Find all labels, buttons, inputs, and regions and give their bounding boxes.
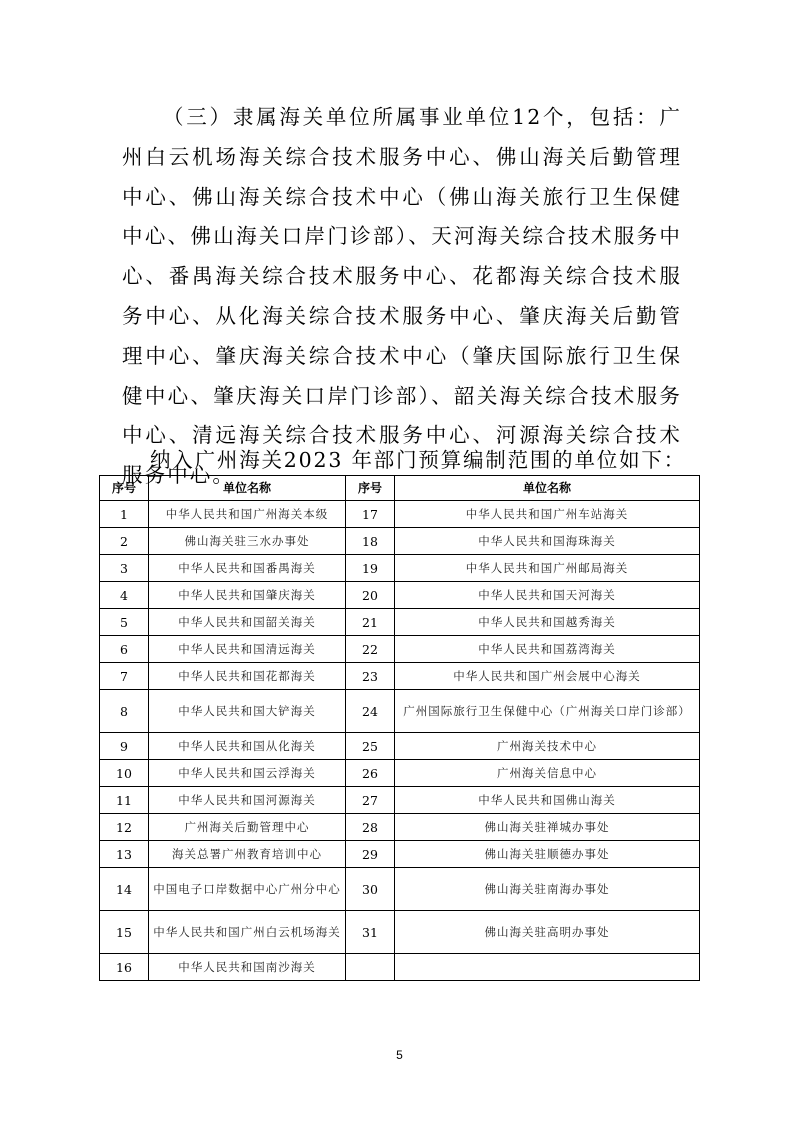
table-header-row (100, 476, 700, 501)
row-seq-right: 25 (346, 733, 395, 760)
row-seq-left: 2 (100, 528, 149, 555)
table-row (100, 868, 700, 911)
header-name-right: 单位名称 (395, 476, 700, 501)
header-name-left: 单位名称 (149, 476, 346, 501)
row-unit-name-right: 中华人民共和国广州车站海关 (395, 501, 700, 528)
row-seq-left: 7 (100, 663, 149, 690)
row-unit-name-left: 中华人民共和国韶关海关 (149, 609, 346, 636)
row-seq-left: 16 (100, 954, 149, 981)
row-seq-left: 3 (100, 555, 149, 582)
row-seq-right: 24 (346, 690, 395, 733)
row-unit-name-right: 广州海关技术中心 (395, 733, 700, 760)
row-unit-name-left: 中华人民共和国广州白云机场海关 (149, 911, 346, 954)
row-unit-name-right: 中华人民共和国广州会展中心海关 (395, 663, 700, 690)
row-seq-right: 23 (346, 663, 395, 690)
table-row (100, 528, 700, 555)
table-row (100, 841, 700, 868)
row-seq-left: 14 (100, 868, 149, 911)
row-unit-name-left: 中华人民共和国广州海关本级 (149, 501, 346, 528)
row-seq-right: 31 (346, 911, 395, 954)
row-unit-name-left: 海关总署广州教育培训中心 (149, 841, 346, 868)
row-unit-name-right: 中华人民共和国佛山海关 (395, 787, 700, 814)
table-row (100, 609, 700, 636)
row-unit-name-right: 中华人民共和国广州邮局海关 (395, 555, 700, 582)
row-unit-name-right: 中华人民共和国越秀海关 (395, 609, 700, 636)
header-seq-left: 序号 (100, 476, 149, 501)
row-seq-right: 26 (346, 760, 395, 787)
row-unit-name-left: 中华人民共和国云浮海关 (149, 760, 346, 787)
row-unit-name-right: 广州海关信息中心 (395, 760, 700, 787)
row-seq-right: 22 (346, 636, 395, 663)
table-row (100, 663, 700, 690)
row-seq-left: 9 (100, 733, 149, 760)
row-unit-name-left: 佛山海关驻三水办事处 (149, 528, 346, 555)
table-row (100, 690, 700, 733)
body-paragraph: （三）隶属海关单位所属事业单位12个，包括：广州白云机场海关综合技术服务中心、佛山海关后勤管理中心、佛山海关综合技术中心（佛山海关旅行卫生保健中心、佛山海关口岸门诊部）、天河海关综合技术服务中心、番禺海关综合技术服务中心、花都海关综合技术服务中心、从化海关综合技术服务中心、肇庆海关后勤管理中心、肇庆海关综合技术中心（肇庆国际旅行卫生保健中心、肇庆海关口岸门诊部）、韶关海关综合技术服务中心、清远海关综合技术服务中心、河源海关综合技术服务中心。 (122, 105, 682, 488)
table-row (100, 814, 700, 841)
row-seq-right: 28 (346, 814, 395, 841)
row-seq-left: 12 (100, 814, 149, 841)
row-unit-name-right: 中华人民共和国天河海关 (395, 582, 700, 609)
row-unit-name-left: 中华人民共和国从化海关 (149, 733, 346, 760)
row-unit-name-right (395, 954, 700, 981)
header-seq-right: 序号 (346, 476, 395, 501)
row-seq-right: 17 (346, 501, 395, 528)
table-intro: 纳入广州海关2023 年部门预算编制范围的单位如下： (150, 448, 686, 472)
row-seq-right: 30 (346, 868, 395, 911)
row-unit-name-right: 佛山海关驻南海办事处 (395, 868, 700, 911)
row-unit-name-right: 广州国际旅行卫生保健中心（广州海关口岸门诊部） (395, 690, 700, 733)
row-unit-name-left: 中华人民共和国河源海关 (149, 787, 346, 814)
row-seq-right (346, 954, 395, 981)
row-unit-name-right: 中华人民共和国荔湾海关 (395, 636, 700, 663)
row-unit-name-right: 佛山海关驻顺德办事处 (395, 841, 700, 868)
table-row (100, 582, 700, 609)
table-row (100, 501, 700, 528)
row-unit-name-right: 中华人民共和国海珠海关 (395, 528, 700, 555)
row-unit-name-left: 广州海关后勤管理中心 (149, 814, 346, 841)
row-seq-left: 10 (100, 760, 149, 787)
row-unit-name-right: 佛山海关驻高明办事处 (395, 911, 700, 954)
table-row (100, 787, 700, 814)
row-unit-name-left: 中华人民共和国南沙海关 (149, 954, 346, 981)
row-unit-name-left: 中华人民共和国花都海关 (149, 663, 346, 690)
row-seq-right: 19 (346, 555, 395, 582)
row-seq-right: 21 (346, 609, 395, 636)
row-seq-right: 27 (346, 787, 395, 814)
row-seq-right: 18 (346, 528, 395, 555)
row-seq-left: 11 (100, 787, 149, 814)
table-row (100, 760, 700, 787)
row-unit-name-left: 中华人民共和国番禺海关 (149, 555, 346, 582)
table-row (100, 954, 700, 981)
table-row (100, 733, 700, 760)
row-seq-left: 4 (100, 582, 149, 609)
table-body (100, 501, 700, 981)
page-number: 5 (396, 1048, 403, 1062)
row-unit-name-left: 中华人民共和国大铲海关 (149, 690, 346, 733)
row-seq-left: 1 (100, 501, 149, 528)
row-seq-left: 13 (100, 841, 149, 868)
row-unit-name-left: 中华人民共和国清远海关 (149, 636, 346, 663)
row-seq-left: 6 (100, 636, 149, 663)
row-seq-left: 15 (100, 911, 149, 954)
row-seq-right: 20 (346, 582, 395, 609)
units-table (99, 475, 700, 981)
row-seq-left: 5 (100, 609, 149, 636)
table-row (100, 555, 700, 582)
table-row (100, 636, 700, 663)
row-seq-left: 8 (100, 690, 149, 733)
row-unit-name-left: 中华人民共和国肇庆海关 (149, 582, 346, 609)
table-row (100, 911, 700, 954)
row-unit-name-right: 佛山海关驻禅城办事处 (395, 814, 700, 841)
row-unit-name-left: 中国电子口岸数据中心广州分中心 (149, 868, 346, 911)
row-seq-right: 29 (346, 841, 395, 868)
